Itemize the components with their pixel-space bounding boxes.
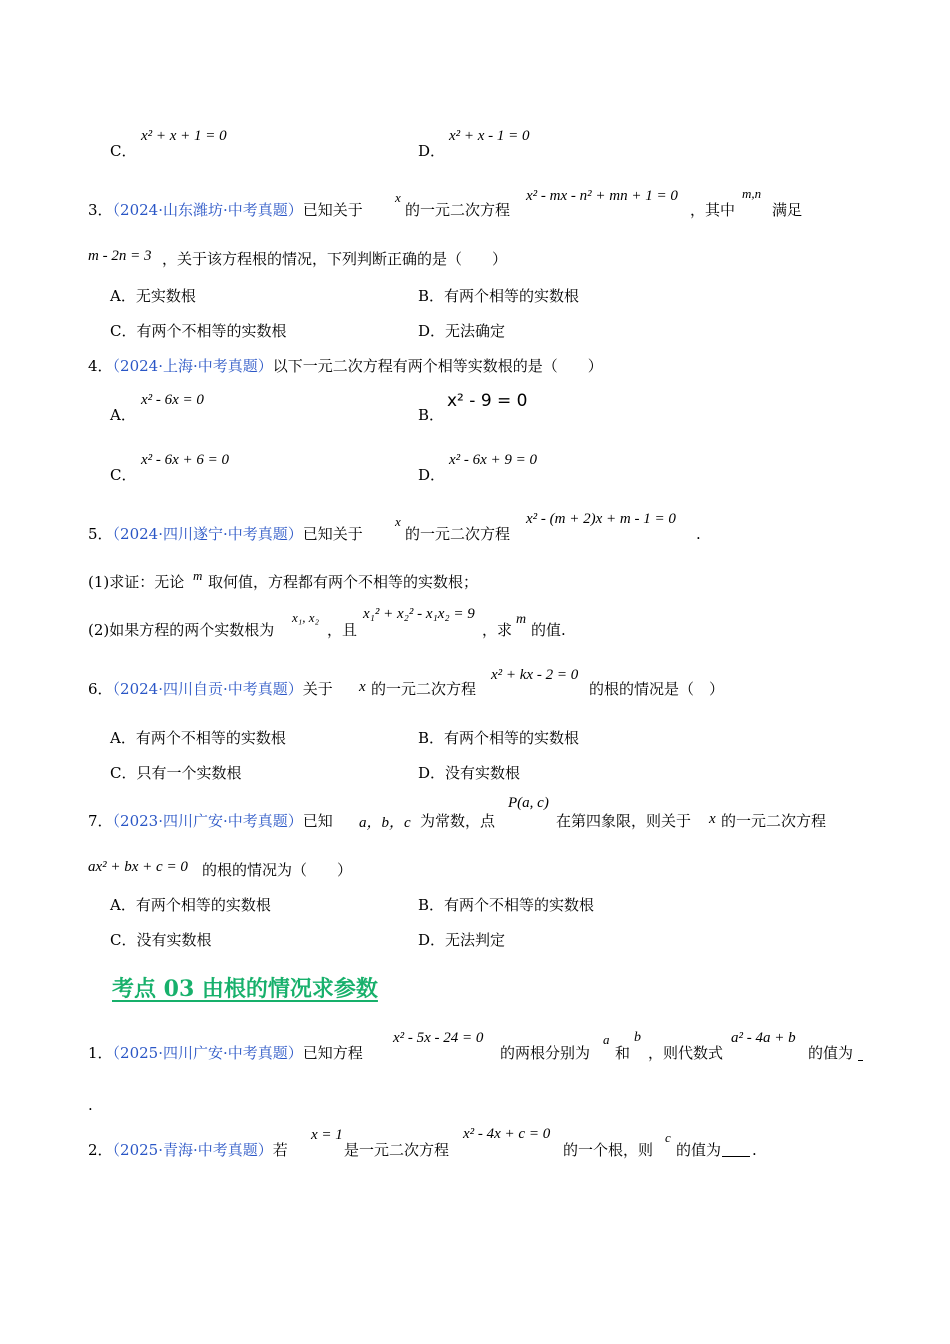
question-text: 已知方程 (302, 1044, 363, 1062)
option-a[interactable]: A． (110, 406, 136, 424)
option-d[interactable]: D．无法确定 (418, 322, 506, 340)
option-a[interactable]: A．无实数根 (110, 287, 196, 305)
question-source: （2025·四川广安·中考真题） (112, 1044, 303, 1062)
question-text: ，关于该方程根的情况，下列判断正确的是（ ） (162, 250, 508, 268)
option-d[interactable]: D．没有实数根 (418, 764, 521, 782)
question-text: 为常数，点 (420, 812, 496, 830)
math-equation: ax² + bx + c = 0 (88, 859, 188, 875)
math-expression: a² - 4a + b (731, 1030, 796, 1046)
question-text: 已知关于 (302, 525, 363, 543)
math-variable: x (359, 679, 366, 695)
math-condition: m - 2n = 3 (88, 248, 152, 264)
question-text: 在第四象限，则关于 (556, 812, 692, 830)
option-b[interactable]: B． (418, 406, 445, 424)
answer-blank[interactable] (858, 1050, 863, 1061)
option-equation: x² + x + 1 = 0 (141, 128, 227, 144)
question-text: 和 (615, 1044, 631, 1062)
option-b[interactable]: B．有两个相等的实数根 (418, 729, 580, 747)
option-a[interactable]: A．有两个相等的实数根 (110, 896, 271, 914)
math-variable: m (193, 568, 203, 583)
question-4 (88, 356, 603, 376)
math-equation: x² + kx - 2 = 0 (491, 667, 579, 683)
answer-blank[interactable] (722, 1140, 750, 1160)
question-end: . (752, 1141, 757, 1159)
section-heading: 考点 03 由根的情况求参数 (112, 976, 378, 1002)
math-equation: x² - (m + 2)x + m - 1 = 0 (526, 511, 676, 527)
question-2 (88, 1140, 288, 1160)
option-equation: x² - 9 = 0 (447, 391, 528, 411)
math-variable: x (395, 190, 401, 205)
question-number: 2． (88, 1141, 113, 1159)
option-equation: x² + x - 1 = 0 (449, 128, 530, 144)
question-6 (88, 679, 333, 699)
math-variable: x (395, 514, 401, 529)
question-text: 的一元二次方程 (721, 812, 827, 830)
question-end: . (696, 525, 701, 543)
question-number: 1． (88, 1044, 113, 1062)
question-text: 的根的情况是（ ） (589, 680, 725, 698)
math-variable: m,n (742, 186, 762, 201)
question-number: 6． (88, 680, 113, 698)
option-d[interactable]: D．无法判定 (418, 931, 506, 949)
option-equation: x² - 6x + 9 = 0 (449, 452, 538, 468)
question-text: 是一元二次方程 (344, 1141, 450, 1159)
question-text: 的两根分别为 (500, 1044, 591, 1062)
option-c[interactable]: C． (110, 466, 137, 484)
math-roots: x₁, x₂ (292, 610, 320, 625)
question-number: 7． (88, 812, 113, 830)
question-source: （2025·青海·中考真题） (112, 1141, 273, 1159)
part-2-text: 的值. (531, 621, 566, 639)
question-source: （2024·四川自贡·中考真题） (112, 680, 303, 698)
math-variable: b (634, 1030, 641, 1045)
question-text: 的一元二次方程 (371, 680, 477, 698)
math-root: x = 1 (311, 1127, 343, 1143)
option-c[interactable]: C．有两个不相等的实数根 (110, 322, 287, 340)
question-text: 的根的情况为（ ） (202, 861, 353, 879)
question-number: 5． (88, 525, 113, 543)
question-text: 满足 (772, 201, 803, 219)
question-text: 的一元二次方程 (405, 525, 511, 543)
option-d[interactable]: D． (418, 466, 446, 484)
question-source: （2024·上海·中考真题） (112, 357, 273, 375)
question-text: 若 (272, 1141, 288, 1159)
question-source: （2024·山东潍坊·中考真题） (112, 201, 303, 219)
question-7 (88, 811, 333, 831)
question-tail: . (88, 1096, 93, 1114)
part-2-text: ，且 (327, 621, 358, 639)
question-text: 的值为 (676, 1141, 722, 1159)
option-letter: D． (418, 142, 446, 160)
math-variable: x (709, 811, 716, 827)
question-5 (88, 524, 363, 544)
part-1-text: (1)求证：无论 (88, 573, 185, 591)
question-text: 已知 (302, 812, 333, 830)
option-equation: x² - 6x + 6 = 0 (141, 452, 230, 468)
question-source: （2024·四川遂宁·中考真题） (112, 525, 303, 543)
question-text: 的一元二次方程 (405, 201, 511, 219)
option-c[interactable]: C．只有一个实数根 (110, 764, 242, 782)
option-letter: C． (110, 142, 137, 160)
math-equation: x² - 4x + c = 0 (463, 1126, 551, 1142)
math-equation: x₁² + x₂² - x₁x₂ = 9 (363, 606, 475, 622)
question-text: 的值为 (808, 1044, 854, 1062)
question-number: 4． (88, 357, 113, 375)
question-source: （2023·四川广安·中考真题） (112, 812, 303, 830)
option-c[interactable]: C．没有实数根 (110, 931, 212, 949)
option-b[interactable]: B．有两个不相等的实数根 (418, 896, 595, 914)
option-equation: x² - 6x = 0 (141, 392, 204, 408)
question-text: 的一个根，则 (563, 1141, 654, 1159)
question-1 (88, 1043, 363, 1063)
part-2-text: ，求 (482, 621, 513, 639)
part-2-text: (2)如果方程的两个实数根为 (88, 621, 275, 639)
option-a[interactable]: A．有两个不相等的实数根 (110, 729, 286, 747)
math-equation: x² - mx - n² + mn + 1 = 0 (526, 188, 678, 204)
question-text: 已知关于 (302, 201, 363, 219)
math-point: P(a, c) (508, 795, 549, 811)
math-variables: a，b，c (359, 815, 411, 831)
question-text: ，则代数式 (648, 1044, 724, 1062)
question-number: 3． (88, 201, 113, 219)
math-variable: m (516, 612, 527, 627)
math-variable: a (603, 1032, 610, 1047)
part-1-text: 取何值，方程都有两个不相等的实数根； (208, 573, 479, 591)
math-variable: c (665, 1130, 671, 1145)
option-b[interactable]: B．有两个相等的实数根 (418, 287, 580, 305)
question-text: 以下一元二次方程有两个相等实数根的是（ ） (272, 357, 603, 375)
question-3 (88, 200, 363, 220)
question-text: ，其中 (690, 201, 736, 219)
question-text: 关于 (302, 680, 333, 698)
math-equation: x² - 5x - 24 = 0 (393, 1030, 484, 1046)
